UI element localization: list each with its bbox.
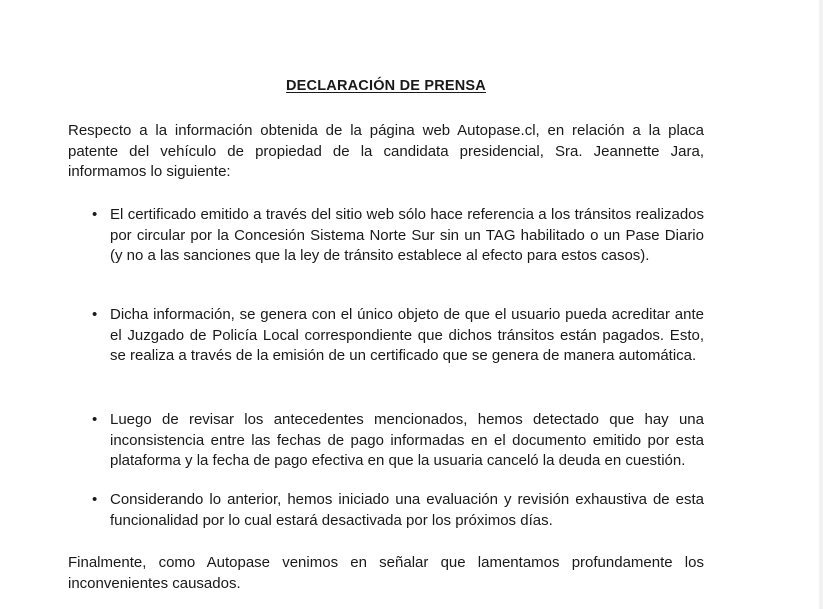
bullet-item-3: Luego de revisar los antecedentes mencionados, hemos detectado que hay una inconsistencia entre las fechas de pago informadas en el documento emitido por esta plataforma y la fecha de pago efectiva en que la usuaria canceló la deuda en cuestión. (110, 411, 704, 469)
bullet-marker: • (92, 491, 98, 508)
bullet-marker: • (92, 411, 98, 428)
closing-paragraph: Finalmente, como Autopase venimos en señalar que lamentamos profundamente los inconvenientes causados. (68, 554, 704, 592)
bullet-item-4: Considerando lo anterior, hemos iniciado una evaluación y revisión exhaustiva de esta funcionalidad por lo cual estará desactivada por los próximos días. (110, 491, 704, 529)
bullet-item-1: El certificado emitido a través del sitio web sólo hace referencia a los tránsitos realizados por circular por la Concesión Sistema Norte Sur sin un TAG habilitado o un Pase Diario (y no a las sanciones que la ley de tránsito establece al efecto para estos casos). (110, 206, 704, 264)
bullet-marker: • (92, 206, 98, 223)
page-edge (819, 0, 823, 609)
bullet-marker: • (92, 306, 98, 323)
document-title: DECLARACIÓN DE PRENSA (286, 78, 486, 94)
intro-paragraph: Respecto a la información obtenida de la página web Autopase.cl, en relación a la placa patente del vehículo de propiedad de la candidata presidencial, Sra. Jeannette Jara, informamos lo siguiente: (68, 122, 704, 180)
bullet-item-2: Dicha información, se genera con el único objeto de que el usuario pueda acreditar ante el Juzgado de Policía Local correspondiente que dichos tránsitos están pagados. Esto, se realiza a través de la emisión de un certificado que se genera de manera automática. (110, 306, 704, 364)
